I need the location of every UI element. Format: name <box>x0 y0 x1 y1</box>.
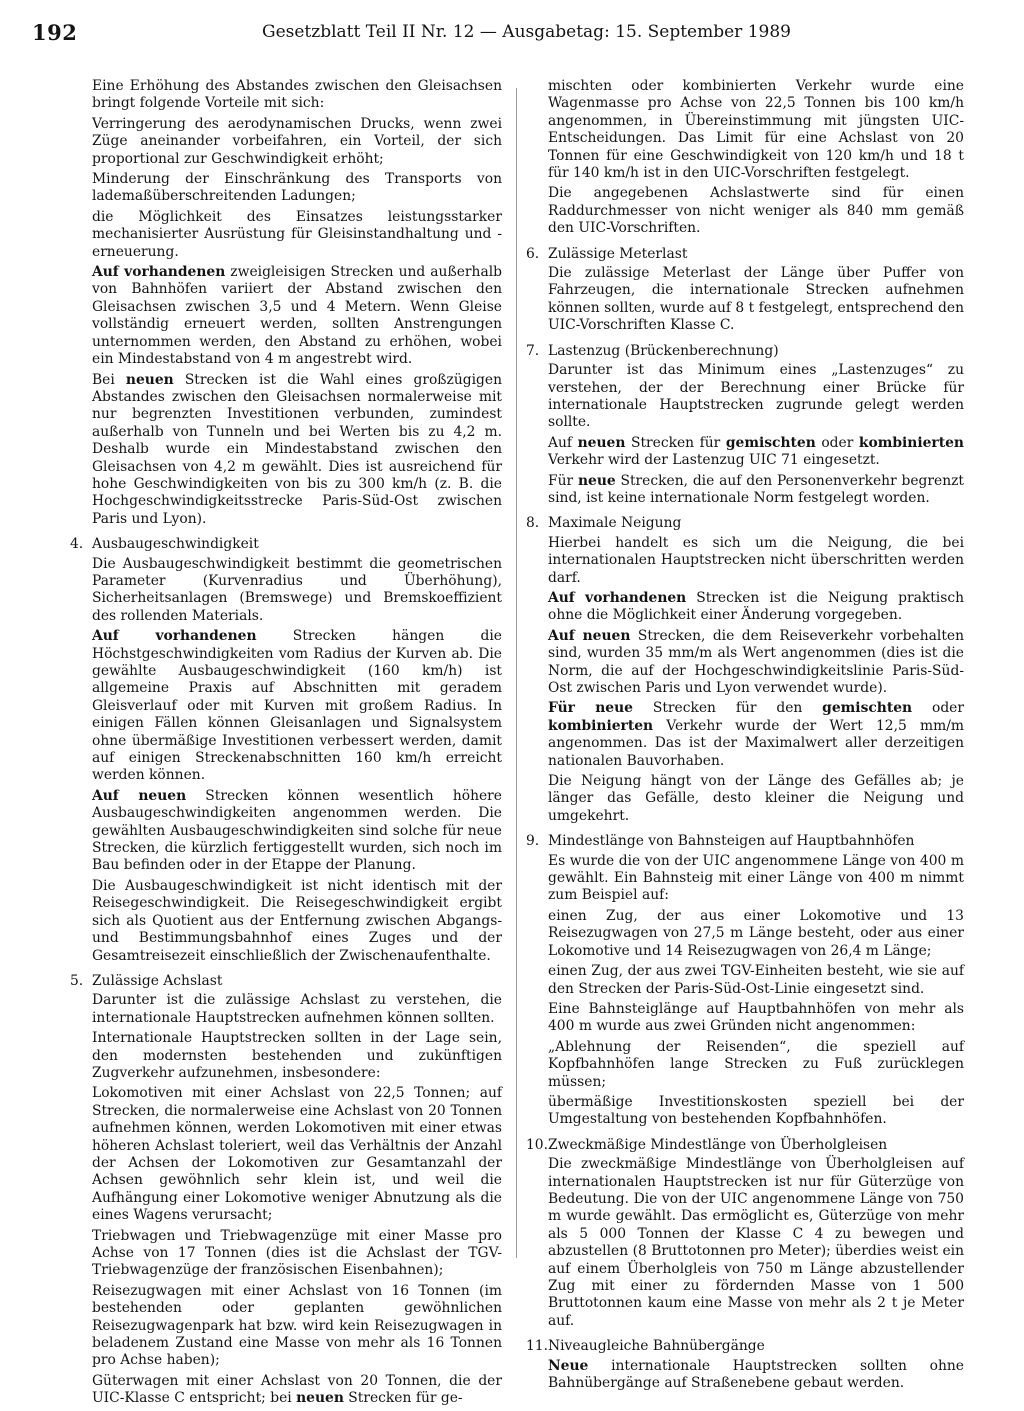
emphasis: Auf vorhandenen <box>92 264 226 281</box>
paragraph: einen Zug, der aus zwei TGV-Einheiten besteht, wie sie auf den Strecken der Paris-Süd-Ost-Linie eingesetzt sind. <box>548 963 964 997</box>
paragraph: Lokomotiven mit einer Achslast von 22,5 Tonnen; auf Strecken, die normalerweise eine Achslast von 20 Tonnen aufnehmen können, werden Lokomotiven mit einer etwas höheren Achslast toleriert, weil das Verhältnis der Anzahl der Achsen der Lokomotiven zur Gesamtanzahl der Achsen gewöhnlich sehr klein ist, und weil die Aufhängung einer Lokomotive weniger Abnutzung als die eines Wagens verursacht; <box>92 1085 502 1224</box>
section-title: Ausbaugeschwindigkeit <box>92 536 259 553</box>
paragraph: Die zweckmäßige Mindestlänge von Überholgleisen auf internationalen Hauptstrecken ist nur für Güterzüge von Bedeutung. Die von der UIC angenommene Länge von 750 m wurde gewählt. Das ermöglicht es, Güterzüge von mehr als 5 000 Tonnen der Klasse C 4 zu bewegen und abzustellen (8 Bruttotonnen pro Meter); überdies weist ein auf einem Überholgleis von 750 m Länge abzustellender Zug mit einer zu fördernden Masse von 1 500 Bruttotonnen kaum eine Masse von mehr als 2 t je Meter auf. <box>548 1156 964 1329</box>
emphasis: gemischten <box>822 700 913 717</box>
paragraph <box>548 435 964 470</box>
section-number: 11. <box>526 1338 549 1355</box>
emphasis: neuen <box>125 371 174 388</box>
emphasis: neue <box>577 472 616 489</box>
section-title: Niveaugleiche Bahnübergänge <box>548 1338 765 1355</box>
section-number: 9. <box>526 833 540 850</box>
emphasis: neuen <box>296 1390 344 1407</box>
paragraph-text: Verkehr wurde der Wert 12,5 mm/m angenommen. Das ist der Maximalwert aller derzeitigen nationalen Bauvorhaben. <box>548 717 964 769</box>
paragraph-text: internationale Hauptstrecken sollten ohne Bahnübergänge auf Straßenebene gebaut werden. <box>548 1357 964 1392</box>
section-9 <box>526 833 964 1129</box>
paragraph-text: Verkehr wird der Lastenzug UIC 71 eingesetzt. <box>548 452 880 469</box>
paragraph: übermäßige Investitionskosten speziell bei der Umgestaltung von bestehenden Kopfbahnhöfen. <box>548 1093 964 1128</box>
paragraph: Eine Bahnsteiglänge auf Hauptbahnhöfen von mehr als 400 m wurde aus zwei Gründen nicht angenommen: <box>548 1000 964 1035</box>
emphasis: Neue <box>548 1357 589 1374</box>
paragraph-text: Strecken für ge- <box>343 1390 463 1407</box>
paragraph: Darunter ist das Minimum eines „Lastenzuges“ zu verstehen, der der Berechnung einer Brücke für internationale Hauptstrecken zugrunde gelegt werden sollte. <box>548 362 964 431</box>
paragraph <box>548 628 964 698</box>
section-6 <box>526 245 964 335</box>
section-number: 8. <box>526 515 540 532</box>
paragraph-text: oder <box>912 700 964 717</box>
paragraph: Die Ausbaugeschwindigkeit bestimmt die geometrischen Parameter (Kurvenradius und Überhöhung), Sicherheitsanlagen (Bremswege) und Bremskoeffizient des rollenden Materials. <box>92 555 502 624</box>
section-title: Lastenzug (Brückenberechnung) <box>548 342 779 359</box>
paragraph <box>548 473 964 508</box>
paragraph-text: Für <box>548 472 578 489</box>
paragraph-text: Strecken für den <box>632 700 823 717</box>
emphasis: Auf neuen <box>548 627 631 644</box>
paragraph <box>92 628 502 785</box>
paragraph-text: Strecken für <box>625 434 726 451</box>
paragraph: Eine Erhöhung des Abstandes zwischen den Gleisachsen bringt folgende Vorteile mit sich: <box>92 78 502 112</box>
paragraph: mischten oder kombinierten Verkehr wurde eine Wagenmasse pro Achse von 22,5 Tonnen bis 100 km/h angenommen, in Übereinstimmung mit jüngsten UIC-Entscheidungen. Das Limit für eine Achslast von 20 Tonnen für eine Geschwindigkeit von 120 km/h und 18 t für 140 km/h ist in den UIC-Vorschriften festgelegt. <box>548 78 964 182</box>
paragraph: Darunter ist die zulässige Achslast zu verstehen, die internationale Hauptstrecken aufnehmen können sollten. <box>92 992 502 1026</box>
emphasis: Für neue <box>548 700 633 717</box>
section-title: Mindestlänge von Bahnsteigen auf Hauptbahnhöfen <box>548 833 915 850</box>
paragraph: Die zulässige Meterlast der Länge über Puffer von Fahrzeugen, die internationale Strecken aufnehmen können sollten, wurde auf 8 t festgelegt, entsprechend den UIC-Vorschriften Klasse C. <box>548 265 964 334</box>
paragraph <box>92 372 502 529</box>
paragraph-text: Strecken hängen die Höchstgeschwindigkeiten vom Radius der Kurven ab. Die gewählte Ausbaugeschwindigkeit (160 km/h) ist allgemeine Praxis auf Abschnitten mit geradem Gleisverlauf oder mit Kurven mit großem Radius. In einigen Fällen können Gleisanlagen und Signalsystem ohne übermäßige Investitionen verbessert werden, damit auf einigen Streckenabschnitten 160 km/h erreicht werden können. <box>92 628 502 784</box>
running-title: Gesetzblatt Teil II Nr. 12 — Ausgabetag: 15. September 1989 <box>262 22 791 42</box>
paragraph <box>92 788 502 875</box>
section-number: 5. <box>70 972 84 989</box>
section-number: 7. <box>526 342 540 359</box>
section-number: 10. <box>526 1136 549 1153</box>
paragraph-text: Auf <box>548 434 578 451</box>
section-10 <box>526 1136 964 1330</box>
paragraph <box>548 590 964 625</box>
page-number: 192 <box>32 20 78 45</box>
paragraph-text: Bei <box>92 371 126 388</box>
paragraph-text: Strecken, die dem Reiseverkehr vorbehalten sind, wurden 35 mm/m als Wert angenommen (dies ist die Norm, die auf der Hochgeschwindigkeitslinie Paris-Süd-Ost zwischen Paris und Lyon verwendet wurde). <box>548 627 964 696</box>
paragraph: Die Ausbaugeschwindigkeit ist nicht identisch mit der Reisegeschwindigkeit. Die Reisegeschwindigkeit ergibt sich als Quotient aus der Entfernung zwischen Abgangs- und Bestimmungsbahnhof eines Zuges und der Gesamtreisezeit einschließlich der Zwischenaufenthalte. <box>92 877 502 964</box>
paragraph: „Ablehnung der Reisenden“, die speziell auf Kopfbahnhöfen lange Strecken zu Fuß zurücklegen müssen; <box>548 1038 964 1090</box>
section-title: Zweckmäßige Mindestlänge von Überholgleisen <box>548 1136 888 1153</box>
paragraph-text: Güterwagen mit einer Achslast von 20 Tonnen, die der UIC-Klasse C entspricht; bei <box>92 1372 502 1407</box>
emphasis: kombinierten <box>858 434 964 451</box>
emphasis: gemischten <box>725 434 816 451</box>
paragraph <box>548 700 964 770</box>
page-header <box>0 18 1024 48</box>
section-title: Zulässige Achslast <box>92 972 223 989</box>
paragraph-text: zweigleisigen Strecken und außerhalb von Bahnhöfen variiert der Abstand zwischen den Gleisachsen zwischen 3,5 und 4 Metern. Wenn Gleise vollständig erneuert werden, sollten Anstrengungen unternommen werden, den Abstand zu erhöhen, wobei ein Mindestabstand von 4 m angestrebt wird. <box>92 264 502 368</box>
section-number: 4. <box>70 536 84 553</box>
paragraph: Reisezugwagen mit einer Achslast von 16 Tonnen (im bestehenden oder geplanten gewöhnlichen Reisezugwagenpark hat bzw. wird kein Reisezugwagen in beladenem Zustand eine Masse von mehr als 16 Tonnen pro Achse haben); <box>92 1282 502 1369</box>
paragraph-text: oder <box>815 434 859 451</box>
emphasis: neuen <box>577 434 626 451</box>
section-title: Maximale Neigung <box>548 515 682 532</box>
section-4 <box>70 536 502 965</box>
emphasis: Auf vorhandenen <box>548 589 687 606</box>
paragraph-text: Strecken ist die Wahl eines großzügigen Abstandes zwischen den Gleisachsen normalerweise mit nur begrenzten Investitionen verbunden, zumindest außerhalb von Tunneln und bei Werten bis zu 4,2 m. Deshalb wurde ein Mindestabstand zwischen den Gleisachsen von 4,2 m gewählt. Dies ist ausreichend für hohe Geschwindigkeiten von bis zu 300 km/h (z. B. die Hochgeschwindigkeitsstrecke Paris-Süd-Ost zwischen Paris und Lyon). <box>92 371 502 527</box>
paragraph: Minderung der Einschränkung des Transports von lademaßüberschreitenden Ladungen; <box>92 171 502 205</box>
right-column <box>526 78 964 1395</box>
paragraph: Die Neigung hängt von der Länge des Gefälles ab; je länger das Gefälle, desto kleiner die Neigung und umgekehrt. <box>548 773 964 824</box>
paragraph: Hierbei handelt es sich um die Neigung, die bei internationalen Hauptstrecken nicht überschritten werden darf. <box>548 534 964 586</box>
paragraph-text: Strecken können wesentlich höhere Ausbaugeschwindigkeiten angenommen werden. Die gewählten Ausbaugeschwindigkeiten sind solche für neue Strecken, die kürzlich fertiggestellt wurden, sich noch im Bau befinden oder in der Etappe der Planung. <box>92 787 502 874</box>
paragraph-text: Strecken, die auf den Personenverkehr begrenzt sind, ist keine internationale Norm festgelegt worden. <box>548 472 964 506</box>
paragraph: Internationale Hauptstrecken sollten in der Lage sein, den modernsten bestehenden und zukünftigen Zugverkehr aufzunehmen, insbesondere: <box>92 1030 502 1081</box>
paragraph: die Möglichkeit des Einsatzes leistungsstarker mechanisierter Ausrüstung für Gleisinstandhaltung und -erneuerung. <box>92 208 502 260</box>
paragraph <box>92 1373 502 1408</box>
column-divider <box>516 88 517 1258</box>
paragraph: Es wurde die von der UIC angenommene Länge von 400 m gewählt. Ein Bahnsteig mit einer Länge von 400 m nimmt zum Beispiel auf: <box>548 852 964 904</box>
emphasis: Auf neuen <box>92 787 187 804</box>
section-8 <box>526 515 964 825</box>
emphasis: Auf vorhandenen <box>92 628 257 645</box>
paragraph: Triebwagen und Triebwagenzüge mit einer Masse pro Achse von 17 Tonnen (dies ist die Achslast der TGV-Triebwagenzüge der französischen Eisenbahnen); <box>92 1227 502 1279</box>
section-7 <box>526 342 964 508</box>
section-title: Zulässige Meterlast <box>548 245 688 262</box>
paragraph <box>92 264 502 368</box>
emphasis: kombinierten <box>548 717 654 734</box>
left-column <box>70 78 502 1411</box>
section-11 <box>526 1338 964 1392</box>
paragraph <box>548 1358 964 1393</box>
section-number: 6. <box>526 245 540 262</box>
section-5 <box>70 972 502 1408</box>
paragraph: einen Zug, der aus einer Lokomotive und 13 Reisezugwagen von 27,5 m Länge besteht, oder aus einer Lokomotive und 14 Reisezugwagen von 26,4 m Länge; <box>548 907 964 959</box>
paragraph-text: Strecken ist die Neigung praktisch ohne die Möglichkeit einer Änderung vorgegeben. <box>548 589 964 624</box>
paragraph: Die angegebenen Achslastwerte sind für einen Raddurchmesser von nicht weniger als 840 mm gemäß den UIC-Vorschriften. <box>548 185 964 237</box>
paragraph: Verringerung des aerodynamischen Drucks, wenn zwei Züge aneinander vorbeifahren, ein Vorteil, der sich proportional zur Geschwindigkeit erhöht; <box>92 115 502 167</box>
